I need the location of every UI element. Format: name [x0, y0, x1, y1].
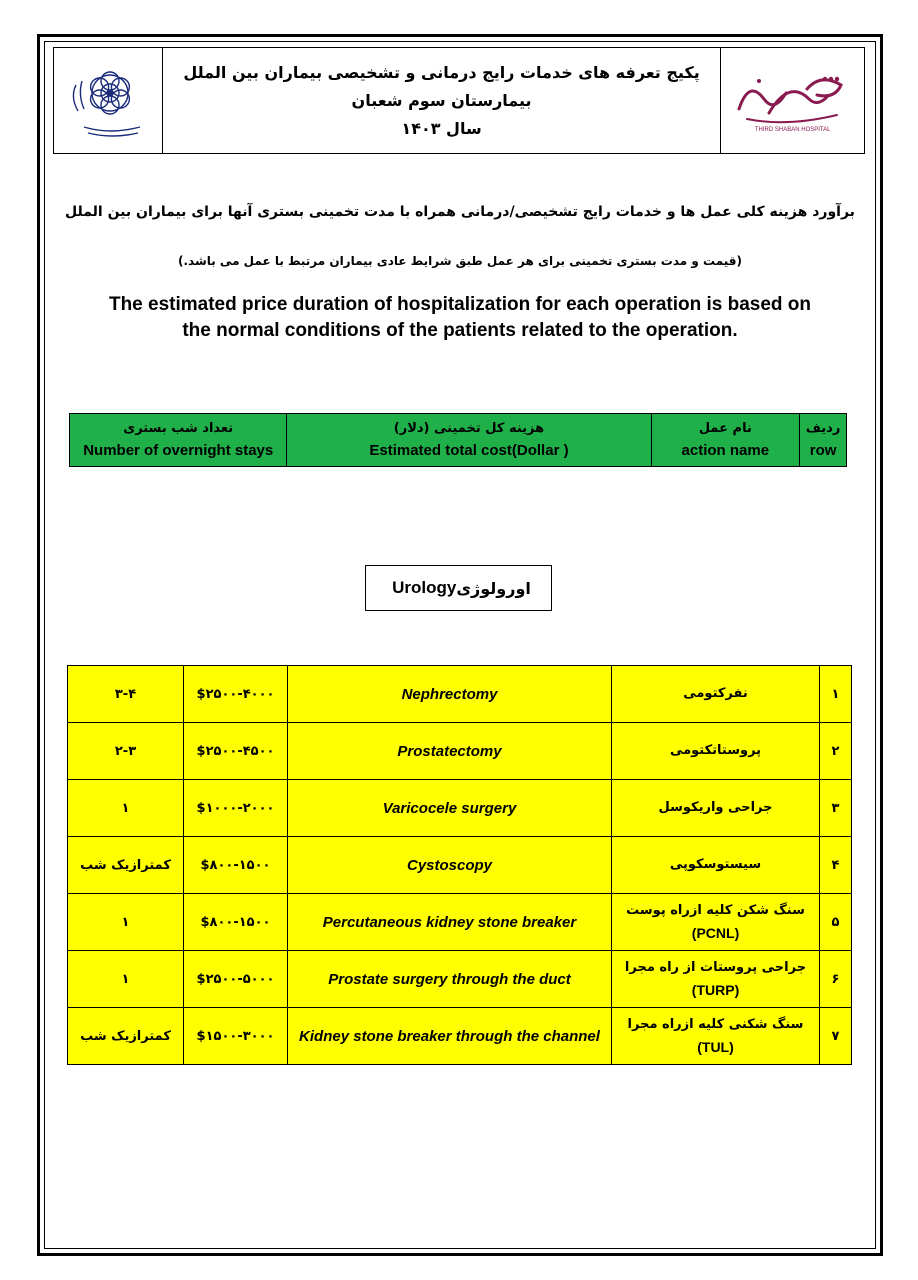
row-estimated-cost [184, 1008, 288, 1065]
row-number [820, 1008, 852, 1065]
row-action-name-en-text: Percutaneous kidney stone breaker [322, 913, 577, 931]
intro-en-line-1: The estimated price duration of hospitalization for each operation is based on [108, 294, 812, 315]
row-action-name-en-text: Cystoscopy [406, 856, 493, 874]
column-header-bar [69, 413, 847, 467]
column-overnight-stays-en: Number of overnight stays [83, 442, 274, 459]
row-action-name-en [288, 666, 612, 723]
row-estimated-cost-text: $۲۵۰۰-۵۰۰۰ [196, 971, 275, 987]
hospital-name: بیمارستان سوم شعبان [351, 90, 532, 110]
column-action-name-fa: نام عمل [698, 421, 752, 436]
document-header [53, 47, 865, 154]
section-title-urology [365, 565, 552, 611]
row-estimated-cost-text: $۲۵۰۰-۴۵۰۰ [196, 743, 275, 759]
row-estimated-cost [184, 894, 288, 951]
row-overnight-stays-text: ۱ [121, 800, 130, 816]
column-estimated-cost-en: ( Dollar)Estimated total cost [369, 442, 569, 459]
row-estimated-cost-text: $۱۵۰۰-۳۰۰۰ [196, 1028, 275, 1044]
intro-heading-en [60, 292, 860, 344]
table-row [68, 723, 852, 780]
column-estimated-cost [286, 414, 650, 466]
row-overnight-stays [68, 780, 184, 837]
column-overnight-stays [70, 414, 286, 466]
row-number [820, 780, 852, 837]
row-overnight-stays [68, 837, 184, 894]
row-action-name-fa-text: جراحی پروستات از راه مجرا [624, 960, 807, 975]
row-overnight-stays [68, 666, 184, 723]
row-action-name-fa [612, 780, 820, 837]
row-estimated-cost-text: $۸۰۰-۱۵۰۰ [200, 914, 271, 930]
row-number-text: ۱ [831, 686, 840, 702]
row-overnight-stays [68, 894, 184, 951]
table-row [68, 894, 852, 951]
hospital-calligraphy-logo-icon [729, 69, 857, 129]
row-action-name-fa [612, 1008, 820, 1065]
row-number-text: ۴ [831, 857, 840, 873]
section-title-en: Urology [392, 578, 457, 597]
row-action-name-fa [612, 666, 820, 723]
row-action-name-fa [612, 723, 820, 780]
row-estimated-cost-text: $۱۰۰۰-۲۰۰۰ [196, 800, 275, 816]
row-overnight-stays-text: ۲-۳ [114, 743, 137, 759]
row-action-name-en-text: Varicocele surgery [382, 799, 517, 817]
row-estimated-cost [184, 837, 288, 894]
row-number-text: ۶ [831, 971, 840, 987]
row-action-name-en-text: Prostatectomy [397, 742, 502, 760]
table-row [68, 837, 852, 894]
row-action-name-fa [612, 894, 820, 951]
row-estimated-cost-text: $۲۵۰۰-۴۰۰۰ [196, 686, 275, 702]
row-number [820, 666, 852, 723]
row-number [820, 894, 852, 951]
row-number-text: ۳ [831, 800, 840, 816]
table-row [68, 1008, 852, 1065]
hospital-logo [721, 48, 864, 153]
row-action-name-en [288, 951, 612, 1008]
row-estimated-cost [184, 951, 288, 1008]
column-overnight-stays-fa: تعداد شب بستری [123, 421, 234, 436]
row-action-name-en [288, 780, 612, 837]
row-overnight-stays [68, 1008, 184, 1065]
section-title-fa: اورولوژی [456, 578, 531, 598]
column-row-fa: ردیف [805, 421, 841, 436]
column-estimated-cost-fa: هزینه کل تخمینی (دلار) [393, 421, 545, 436]
row-action-abbreviation: (TURP) [691, 982, 740, 998]
row-action-name-en [288, 837, 612, 894]
table-row [68, 666, 852, 723]
row-action-abbreviation: (TUL) [697, 1039, 734, 1055]
row-action-name-fa-text: پروستاتکتومی [669, 743, 762, 758]
table-row [68, 780, 852, 837]
header-year: سال ۱۴۰۳ [401, 118, 482, 138]
table-row [68, 951, 852, 1008]
row-estimated-cost-text: $۸۰۰-۱۵۰۰ [200, 857, 271, 873]
row-action-name-fa [612, 951, 820, 1008]
column-row [799, 414, 846, 466]
header-title: پکیج تعرفه های خدمات رایج درمانی و تشخیصی بیماران بین الملل [183, 62, 700, 82]
row-action-abbreviation: (PCNL) [691, 925, 740, 941]
row-number-text: ۵ [831, 914, 840, 930]
row-action-name-fa-text: سنگ شکنی کلیه ازراه مجرا [627, 1017, 804, 1032]
row-action-name-fa-text: سیستوسکوپی [669, 857, 762, 872]
page-border-inner [44, 41, 876, 1249]
row-number [820, 951, 852, 1008]
column-action-name-en: action name [681, 442, 770, 459]
row-number-text: ۲ [831, 743, 840, 759]
row-overnight-stays-text: ۱ [121, 914, 130, 930]
row-number-text: ۷ [831, 1028, 840, 1044]
row-action-name-fa [612, 837, 820, 894]
hospital-logo-caption: THIRD SHABAN HOSPITAL [754, 126, 831, 133]
row-overnight-stays-text: کمترازیک شب [80, 1028, 171, 1044]
column-row-en: row [809, 442, 837, 459]
intro-heading-fa: برآورد هزینه کلی عمل ها و خدمات رایج تشخیصی/درمانی همراه با مدت تخمینی بستری آنها برای بیماران بین الملل [65, 204, 855, 220]
urology-price-table [67, 665, 852, 1065]
row-action-name-en [288, 894, 612, 951]
row-action-name-fa-text: سنگ شکن کلیه ازراه پوست [626, 903, 805, 918]
row-estimated-cost [184, 723, 288, 780]
row-number [820, 723, 852, 780]
row-action-name-en-text: Nephrectomy [401, 685, 498, 703]
row-overnight-stays-text: ۳-۴ [114, 686, 137, 702]
row-action-name-fa-text: جراحی واریکوسل [658, 800, 773, 815]
intro-note-fa: (قیمت و مدت بستری تخمینی برای هر عمل طبق شرایط عادی بیماران مرتبط با عمل می باشد.) [177, 254, 743, 268]
row-action-name-en-text: Kidney stone breaker through the channel [299, 1027, 600, 1045]
header-title-block [163, 48, 722, 153]
row-overnight-stays [68, 723, 184, 780]
row-action-name-en [288, 723, 612, 780]
row-action-name-en [288, 1008, 612, 1065]
row-overnight-stays-text: کمترازیک شب [80, 857, 171, 873]
row-number [820, 837, 852, 894]
row-overnight-stays [68, 951, 184, 1008]
university-seal-logo-icon [54, 48, 163, 153]
row-estimated-cost [184, 666, 288, 723]
row-action-name-fa-text: نفرکتومی [683, 686, 748, 701]
column-action-name [651, 414, 800, 466]
intro-en-line-2: the normal conditions of the patients related to the operation. [182, 320, 738, 341]
row-estimated-cost [184, 780, 288, 837]
row-overnight-stays-text: ۱ [121, 971, 130, 987]
row-action-name-en-text: Prostate surgery through the duct [328, 970, 571, 988]
